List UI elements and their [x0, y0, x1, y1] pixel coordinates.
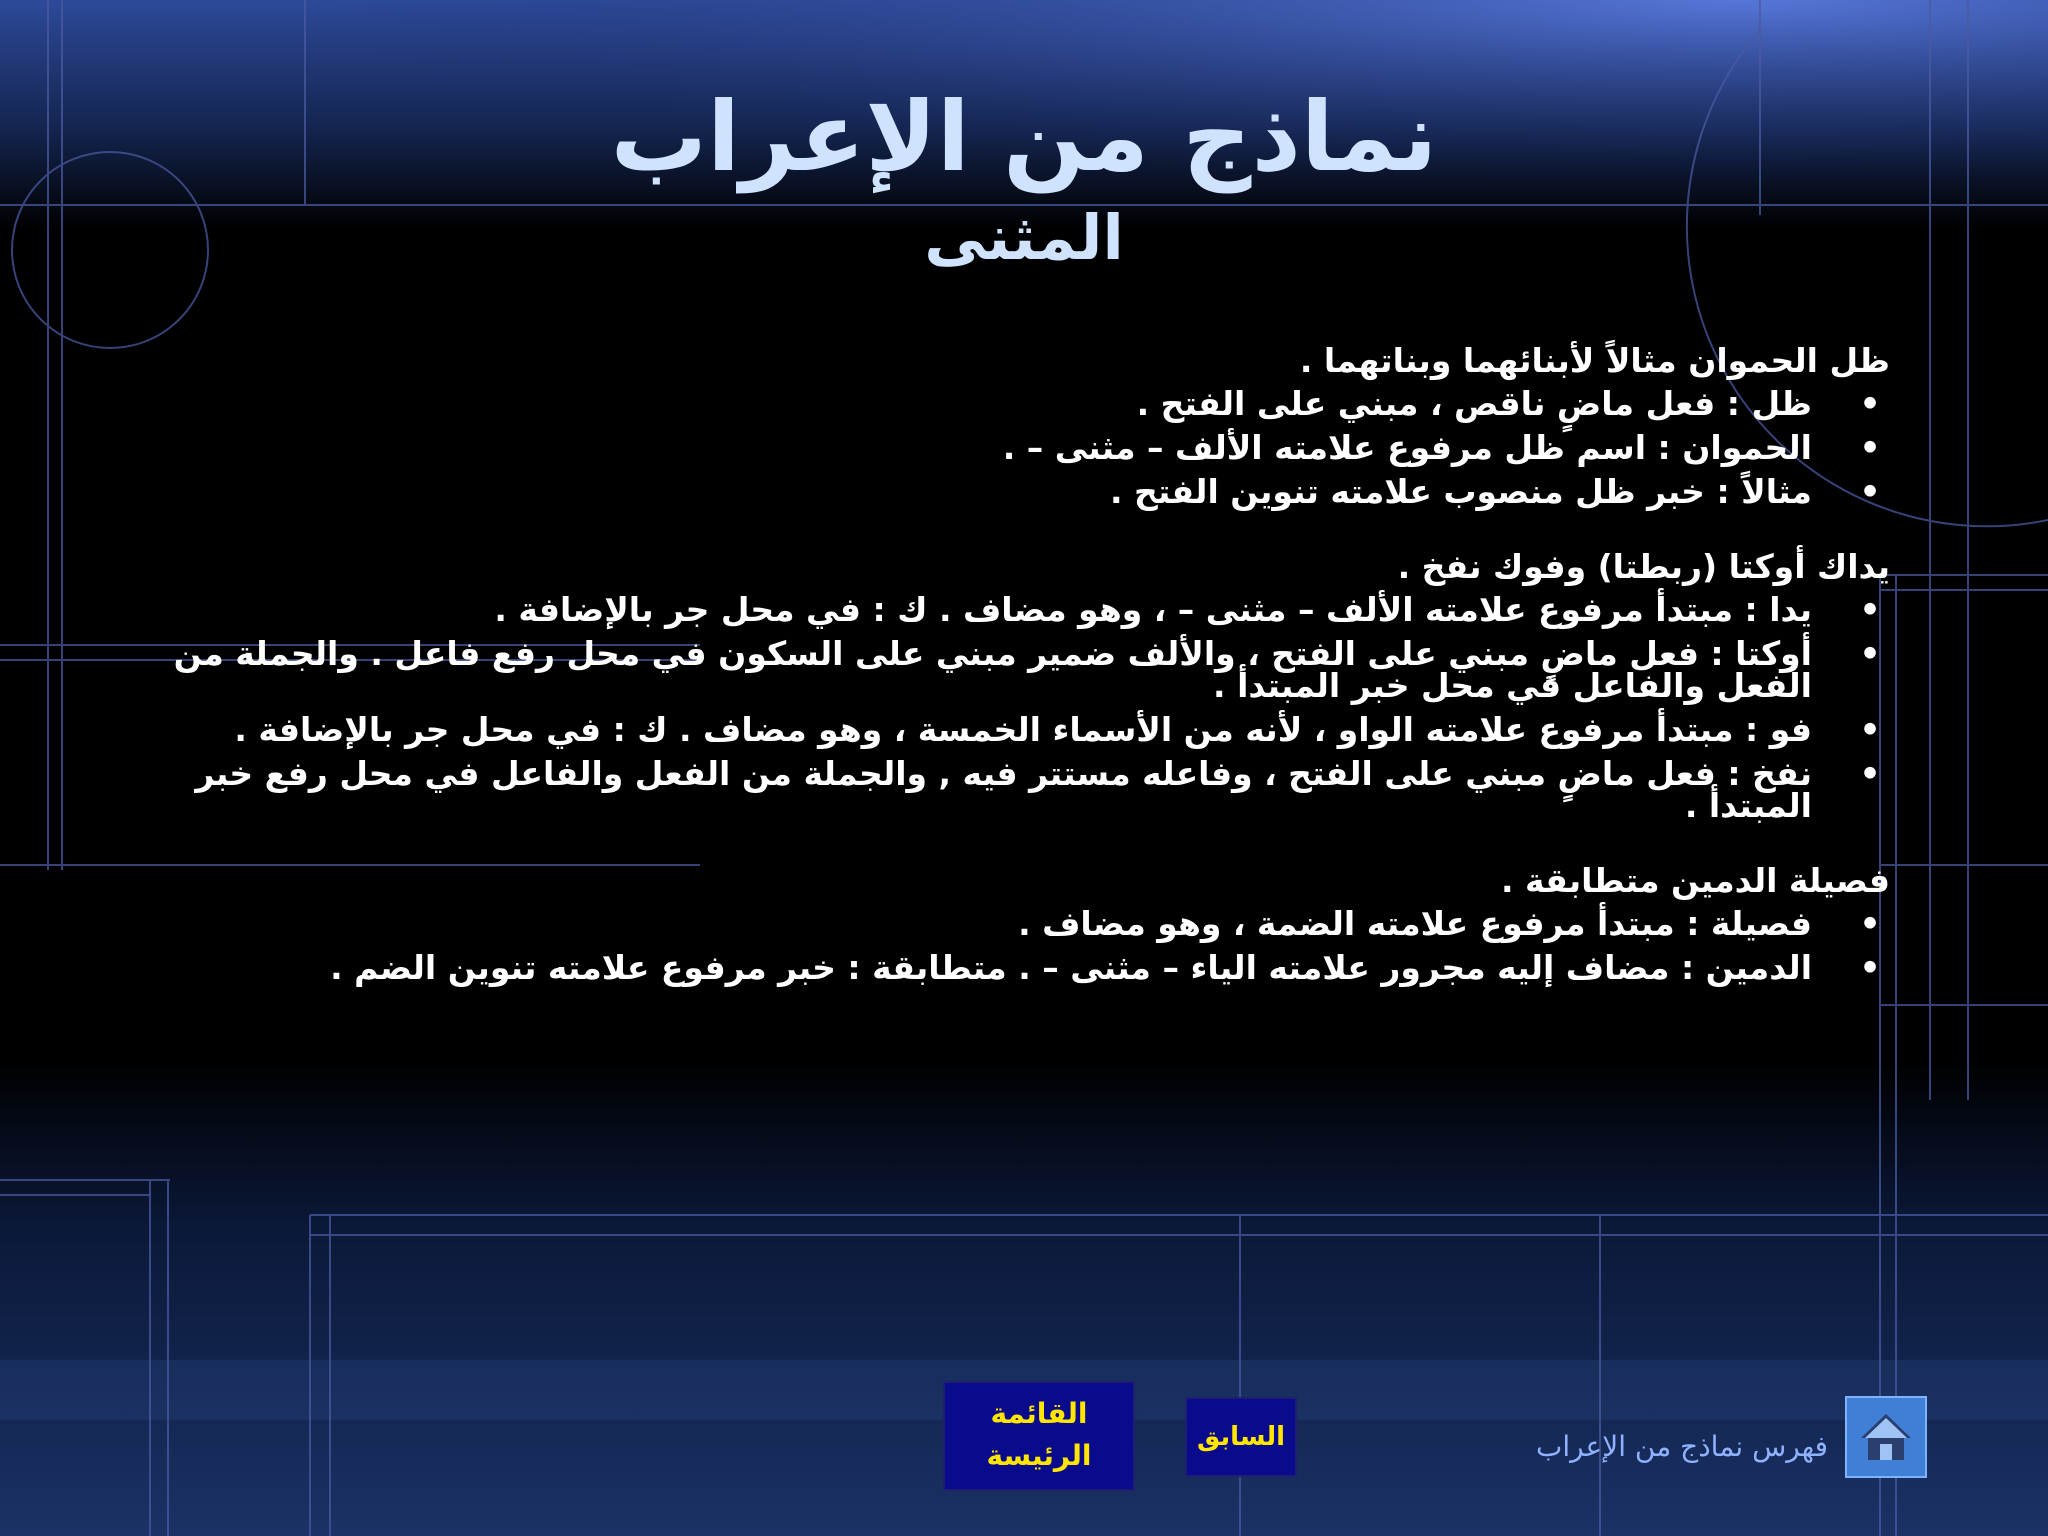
parsing-item — [150, 590, 1890, 629]
example-sentence: فصيلة الدمين متطابقة . — [1500, 861, 1890, 900]
parsing-text: فصيلة : مبتدأ مرفوع علامته الضمة ، وهو مضاف . — [1018, 904, 1812, 943]
slide-subtitle: المثنى — [924, 201, 1124, 274]
parsing-item — [150, 634, 1890, 705]
parsing-text: أوكتا : فعل ماضٍ مبني على الفتح ، والألف ضمير مبني على السكون في محل رفع فاعل . والجملة من الفعل والفاعل في محل خبر المبتدأ . — [173, 634, 1812, 705]
bullet-icon: • — [1859, 710, 1881, 749]
parsing-item — [150, 904, 1890, 943]
parsing-text: نفخ : فعل ماضٍ مبني على الفتح ، وفاعله مستتر فيه , والجملة من الفعل والفاعل في محل رفع خبر المبتدأ . — [195, 754, 1812, 825]
parsing-item — [150, 428, 1890, 467]
slide-body — [150, 340, 1890, 1022]
parsing-text: ظل : فعل ماضٍ ناقص ، مبني على الفتح . — [1136, 384, 1812, 423]
parsing-item — [150, 754, 1890, 825]
bullet-icon: • — [1859, 384, 1881, 423]
index-link[interactable]: فهرس نماذج من الإعراب — [1535, 1430, 1828, 1463]
parsing-item — [150, 384, 1890, 423]
bullet-icon: • — [1859, 904, 1881, 943]
bullet-icon: • — [1859, 590, 1881, 629]
home-button[interactable] — [1845, 1396, 1927, 1478]
bullet-icon: • — [1859, 428, 1881, 467]
example-group-2 — [150, 546, 1890, 825]
parsing-text: مثالاً : خبر ظل منصوب علامته تنوين الفتح . — [1110, 472, 1812, 511]
main-menu-label-line1: القائمة — [990, 1397, 1088, 1430]
main-menu-button[interactable] — [943, 1381, 1135, 1491]
bullet-icon: • — [1859, 472, 1881, 511]
parsing-list — [150, 904, 1890, 987]
bullet-icon: • — [1859, 634, 1881, 673]
parsing-list — [150, 590, 1890, 825]
parsing-item — [150, 948, 1890, 987]
example-sentence: ظل الحموان مثالاً لأبنائهما وبناتهما . — [1299, 341, 1890, 380]
previous-button[interactable]: السابق — [1185, 1397, 1297, 1477]
parsing-text: الدمين : مضاف إليه مجرور علامته الياء – مثنى – . متطابقة : خبر مرفوع علامته تنوين الضم . — [330, 948, 1812, 987]
bullet-icon: • — [1859, 754, 1881, 793]
parsing-item — [150, 710, 1890, 749]
parsing-text: فو : مبتدأ مرفوع علامته الواو ، لأنه من الأسماء الخمسة ، وهو مضاف . ك : في محل جر بالإضافة . — [234, 710, 1812, 749]
example-sentence: يداك أوكتا (ربطتا) وفوك نفخ . — [1397, 547, 1890, 586]
home-icon — [1847, 1398, 1925, 1476]
example-group-1 — [150, 340, 1890, 511]
slide-title: نماذج من الإعراب — [610, 81, 1438, 193]
example-group-3 — [150, 860, 1890, 987]
parsing-list — [150, 384, 1890, 511]
bullet-icon: • — [1859, 948, 1881, 987]
parsing-text: الحموان : اسم ظل مرفوع علامته الألف – مثنى – . — [1002, 428, 1812, 467]
parsing-text: يدا : مبتدأ مرفوع علامته الألف – مثنى – ، وهو مضاف . ك : في محل جر بالإضافة . — [494, 590, 1812, 629]
parsing-item — [150, 472, 1890, 511]
main-menu-label-line2: الرئيسة — [986, 1439, 1092, 1472]
